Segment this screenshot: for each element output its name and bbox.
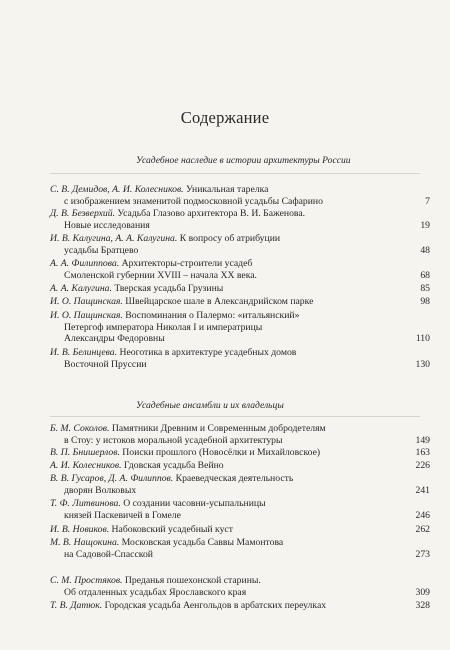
page-number: 226 [415,460,430,471]
entry-title: Тверская усадьба Грузины [114,283,224,294]
entry-title: Поиски прошлого (Новосёлки и Михайловское) [122,447,321,458]
entry-author: А. А. Калугина. [50,283,112,294]
entry-title-continued: в Стоу: у истоков моральной усадебной архитектуры [64,434,283,446]
toc-entry [50,447,430,459]
page-number: 163 [415,447,430,458]
entry-author: И. В. Новиков. [50,524,110,535]
toc-entry [50,310,430,345]
entry-title: Гдовская усадьба Вейно [123,460,224,471]
page-number: 328 [415,600,430,611]
page-number: 130 [415,358,430,370]
entry-author: И. В. Калугина, А. А. Калугина. [50,233,178,244]
toc-entry [50,184,430,207]
entry-author: И. В. Белинцева. [50,347,118,358]
entry-title-continued: усадьбы Братцево [64,244,139,256]
entry-author: Б. М. Соколов. [50,423,110,434]
entry-title-continued: Восточной Пруссии [64,358,147,370]
entry-title: О создании часовни-усыпальницы [123,498,266,509]
entry-title: Набоковский усадебный куст [111,524,233,535]
entry-author: С. В. Демидов, А. И. Колесников. [50,184,184,195]
entry-author: В. В. Гусаров, Д. А. Филиппов. [50,473,174,484]
entry-title: Московская усадьба Саввы Мамонтова [121,537,284,548]
entry-author: В. П. Бнишерлов. [50,447,120,458]
toc-entry [50,296,430,308]
entry-title-continued: князей Паскевичей в Гомеле [64,509,181,521]
toc-entry [50,208,430,231]
toc-entry [50,524,430,536]
page-number: 98 [420,296,430,307]
entry-title: Уникальная тарелка [186,184,269,195]
entry-title-continued: на Садовой-Спасской [64,548,153,560]
toc-entry [50,283,430,295]
toc-entry [50,233,430,256]
toc-entry [50,347,430,370]
entry-author: С. М. Простяков. [50,575,123,586]
page-number: 262 [415,524,430,535]
page-title: Содержание [180,108,270,127]
entry-title: К вопросу об атрибуции [179,233,281,244]
toc-entry [50,258,430,281]
page-number: 309 [415,586,430,598]
entry-author: А. И. Колесников. [50,460,122,471]
toc-entry [50,600,430,612]
toc-entry [50,537,430,560]
page-number: 273 [415,548,430,560]
toc-entry [50,498,430,521]
page-number: 241 [415,484,430,496]
entry-title: Неоготика в архитектуре усадебных домов [119,347,297,358]
entry-title-continued: Александры Федоровны [64,333,165,345]
entry-author: И. О. Пащинская. [50,296,123,307]
page-number: 68 [420,269,430,281]
toc-entry [50,473,430,496]
section-heading: Усадебное наследие в истории архитектуры России [136,155,351,166]
page-number: 246 [415,509,430,521]
entry-title-continued: с изображением знаменитой подмосковной усадьбы Сафарино [64,195,323,207]
page-number: 7 [425,195,430,207]
entry-title: Воспоминания о Палермо: «итальянский» [125,310,300,321]
section-rule [50,173,420,174]
entry-author: Д. В. Безверхий. [50,208,115,219]
entry-author: И. О. Пащинская. [50,310,123,321]
entry-title-continued: дворян Волковых [64,484,137,496]
page-number: 85 [420,283,430,294]
entry-title: Преданья пошехонской старины. [124,575,261,586]
page-number: 19 [420,219,430,231]
entry-title-continued: Об отдаленных усадьбах Ярославского края [64,586,247,598]
section-rule [50,416,420,417]
entry-title-continued: Смоленской губернии XVIII – начала XX века. [64,269,257,281]
section-heading: Усадебные ансамбли и их владельцы [136,400,284,411]
page-number: 110 [415,333,430,345]
entry-title: Усадьба Глазово архитектора В. И. Баженова. [117,208,306,219]
entry-author: М. В. Нащокина. [50,537,120,548]
entry-title: Краеведческая деятельность [175,473,294,484]
entry-title: Памятники Древним и Современным добродетелям [111,423,326,434]
entry-title-continued: Петергоф императора Николая I и императрицы [64,321,263,333]
toc-entry [50,460,430,472]
page-number: 48 [420,244,430,256]
entry-title: Архитекторы-строители усадеб [121,258,253,269]
toc-entry [50,423,430,446]
entry-author: Т. В. Датюк. [50,600,103,611]
entry-title: Швейцарское шале в Александрийском парке [125,296,314,307]
page-number: 149 [415,434,430,446]
entry-title-continued: Новые исследования [64,219,150,231]
entry-author: Т. Ф. Литвинова. [50,498,121,509]
entry-title: Городская усадьба Аенгольдов в арбатских переулках [104,600,327,611]
entry-author: А. А. Филиппова. [50,258,120,269]
toc-entry [50,575,430,598]
